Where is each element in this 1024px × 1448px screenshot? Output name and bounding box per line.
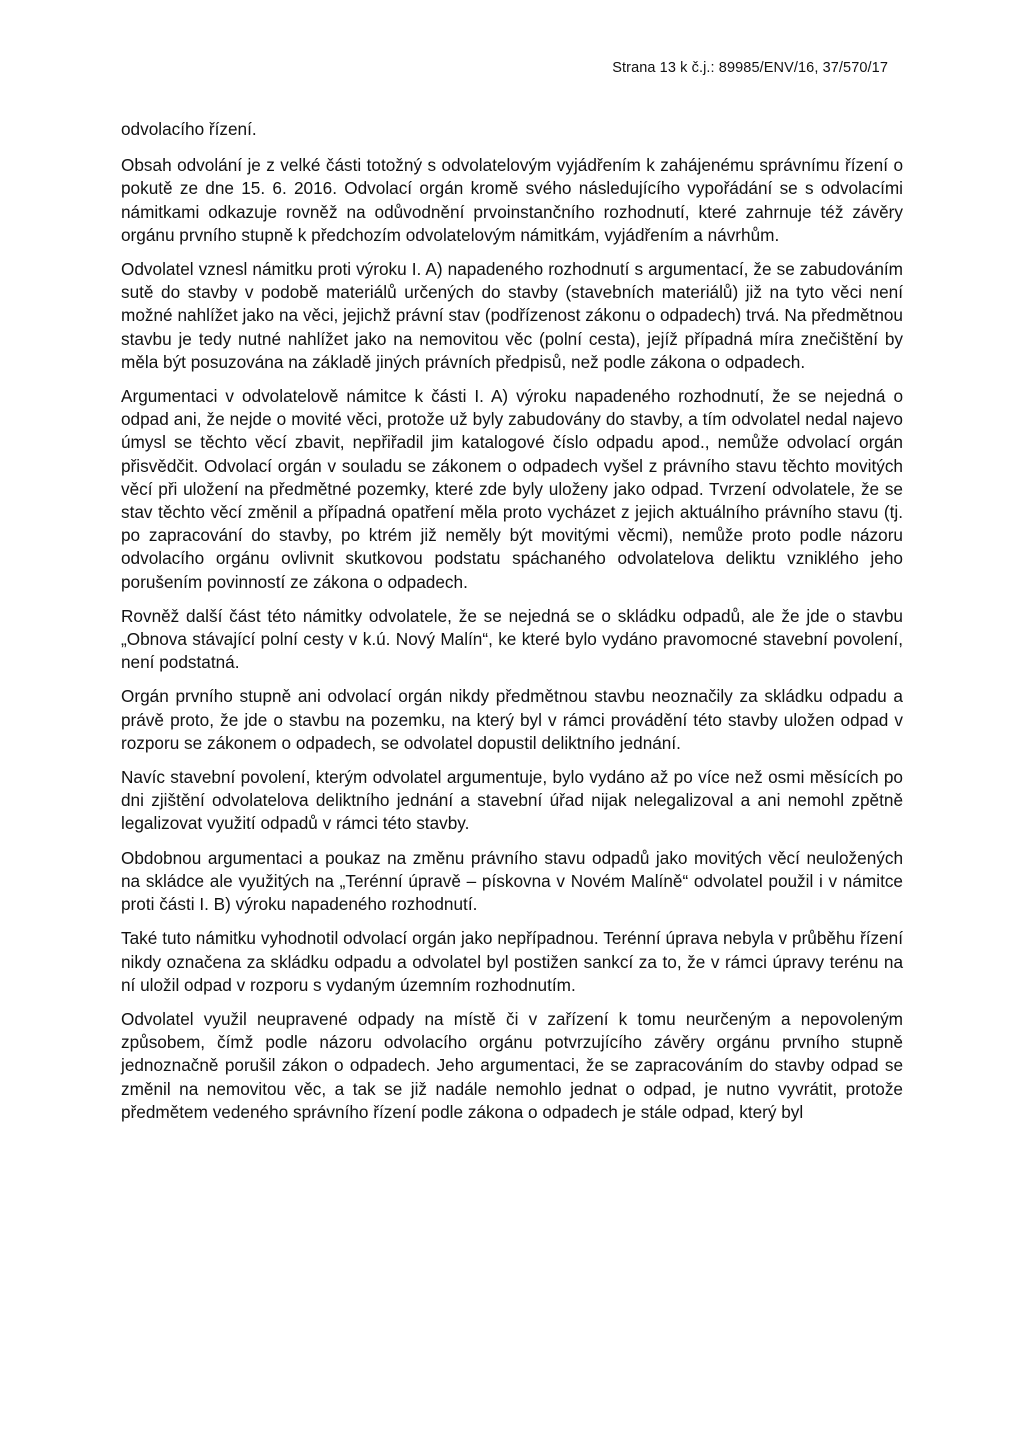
paragraph-landfill-objection: Rovněž další část této námitky odvolatele, že se nejedná se o skládku odpadů, ale že jde o stavbu „Obnova stávající polní cesty v k.ú. Nový Malín“, ke které bylo vydáno pravomocné stavební povolení, není podstatná. (121, 605, 903, 673)
page-reference: Strana 13 k č.j.: 89985/ENV/16, 37/570/17 (612, 60, 888, 76)
paragraph-appeal-content: Obsah odvolání je z velké části totožný s odvolatelovým vyjádřením k zahájenému správnímu řízení o pokutě ze dne 15. 6. 2016. Odvolací orgán kromě svého následujícího vypořádání se s odvolacími námitkami odkazuje rovněž na odůvodnění prvoinstančního rozhodnutí, které zahrnuje též závěry orgánu prvního stupně k předchozím odvolatelovým námitkám, vyjádřením a návrhům. (121, 155, 903, 245)
paragraph-continuation: odvolacího řízení. (121, 119, 257, 139)
paragraph-similar-argument-1b: Obdobnou argumentaci a poukaz na změnu právního stavu odpadů jako movitých věcí neuložených na skládce ale využitých na „Terénní úpravě – pískovna v Novém Malíně“ odvolatel použil i v námitce proti části I. B) výroku napadeného rozhodnutí. (121, 847, 903, 915)
paragraph-building-permit: Navíc stavební povolení, kterým odvolatel argumentuje, bylo vydáno až po více než osmi měsících po dni zjištění odvolatelova deliktního jednání a stavební úřad nijak nelegalizoval a ani nemohl zpětně legalizovat využití odpadů v rámci této stavby. (121, 767, 903, 834)
paragraph-argument-1a: Argumentaci v odvolatelově námitce k části I. A) výroku napadeného rozhodnutí, že se nejedná o odpad ani, že nejde o movité věci, protože už byly zabudovány do stavby, a tím odvolatel nedal najevo úmysl se těchto věcí zbavit, nepřiřadil jim katalogové číslo odpadu apod., nemůže odvolací orgán přisvědčit. Odvolací orgán v souladu se zákonem o odpadech vyšel z právního stavu těchto movitých věcí při uložení na předmětné pozemky, které zde byly uloženy jako odpad. Tvrzení odvolatele, že se stav těchto věcí změnil a případná opatření měla proto vycházet z jejich aktuálního právního stavu (tj. po zapracování do stavby, po ktrém již neměly být movitými věcmi), nemůže proto podle názoru odvolacího orgánu ovlivnit skutkovou podstatu spáchaného odvolatelova deliktu vzniklého jeho porušením povinností ze zákona o odpadech. (121, 386, 903, 592)
paragraph-waste-use: Odvolatel využil neupravené odpady na místě či v zařízení k tomu neurčeným a nepovoleným způsobem, čímž podle názoru odvolacího orgánu potvrzujícího závěry orgánu prvního stupně jednoznačně porušil zákon o odpadech. Jeho argumentaci, že se zapracováním do stavby odpad se změnil na nemovitou věc, a tak se již nadále nemohlo jednat o odpad, je nutno vyvrátit, protože předmětem vedeného správního řízení podle zákona o odpadech je stále odpad, který byl (121, 1008, 903, 1122)
paragraph-first-instance-body: Orgán prvního stupně ani odvolací orgán nikdy předmětnou stavbu neoznačily za skládku odpadu a právě proto, že jde o stavbu na pozemku, na který byl v rámci provádění této stavby uložen odpad v rozporu se zákonem o odpadech, se odvolatel dopustil deliktního jednání. (121, 686, 903, 753)
paragraph-objection-1a: Odvolatel vznesl námitku proti výroku I. A) napadeného rozhodnutí s argumentací, že se zabudováním sutě do stavby v podobě materiálů určených do stavby (stavebních materiálů) již na tyto věci není možné nahlížet jako na věci, jejichž právní stav (podřízenost zákonu o odpadech) trvá. Na předmětnou stavbu je tedy nutné nahlížet jako na nemovitou věc (polní cesta), jejíž případná míra znečištění by měla být posuzována na základě jiných právních předpisů, než podle zákona o odpadech. (121, 259, 903, 372)
document-body (121, 118, 903, 1124)
paragraph-objection-assessment: Také tuto námitku vyhodnotil odvolací orgán jako nepřípadnou. Terénní úprava nebyla v průběhu řízení nikdy označena za skládku odpadu a odvolatel byl postižen sankcí za to, že v rámci úpravy terénu na ní uložil odpad v rozporu s vydaným územním rozhodnutím. (121, 928, 903, 995)
